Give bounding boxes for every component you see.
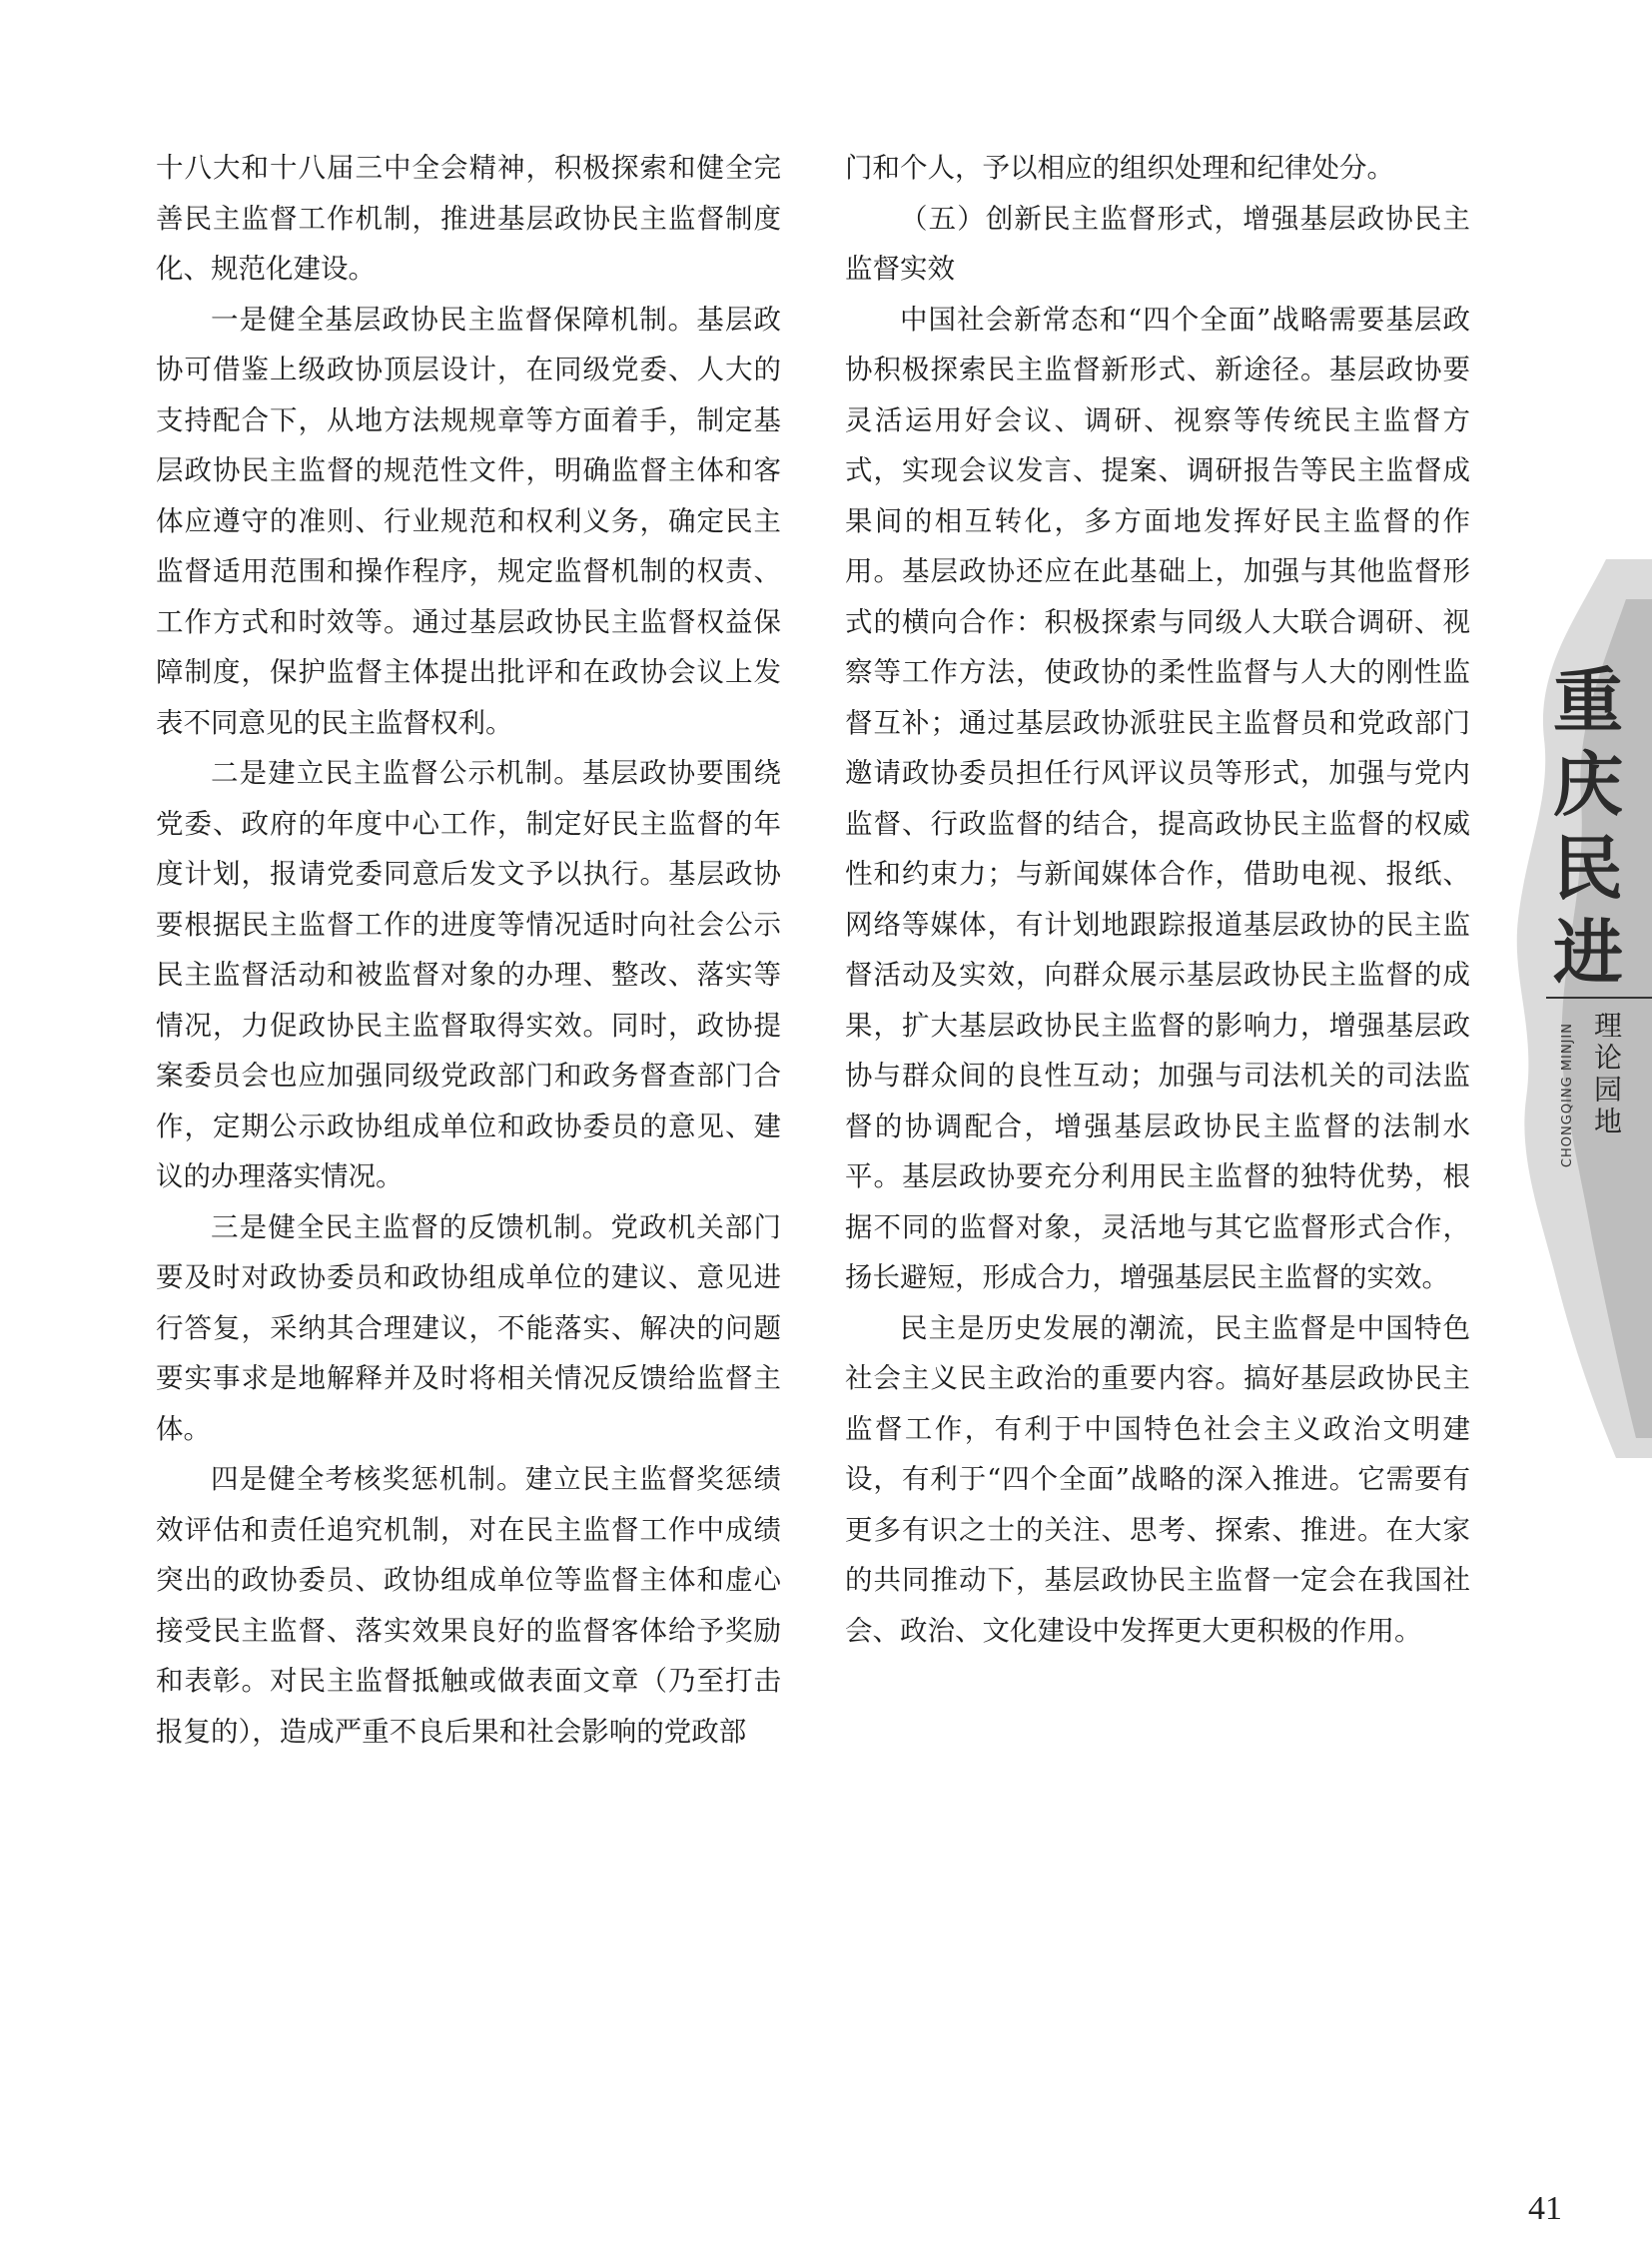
paragraph: 中国社会新常态和“四个全面”战略需要基层政协积极探索民主监督新形式、新途径。基层政协要灵活运用好会议、调研、视察等传统民主监督方式，实现会议发言、提案、调研报告等民主监督成果间的相互转化，多方面地发挥好民主监督的作用。基层政协还应在此基础上，加强与其他监督形式的横向合作：积极探索与同级人大联合调研、视察等工作方法，使政协的柔性监督与人大的刚性监督互补；通过基层政协派驻民主监督员和党政部门邀请政协委员担任行风评议员等形式，加强与党内监督、行政监督的结合，提高政协民主监督的权威性和约束力；与新闻媒体合作，借助电视、报纸、网络等媒体，有计划地跟踪报道基层政协的民主监督活动及实效，向群众展示基层政协民主监督的成果，扩大基层政协民主监督的影响力，增强基层政协与群众间的良性互动；加强与司法机关的司法监督的协调配合，增强基层政协民主监督的法制水平。基层政协要充分利用民主监督的独特优势，根据不同的监督对象，灵活地与其它监督形式合作，扬长避短，形成合力，增强基层民主监督的实效。	[845, 303, 1470, 1293]
left-column	[156, 143, 781, 1757]
right-column	[845, 143, 1470, 1656]
section-label-english: CHONGQING MINJIN	[1560, 1023, 1575, 1168]
section-label: 理论园地	[1590, 1011, 1623, 1138]
paragraph: 十八大和十八届三中全会精神，积极探索和健全完善民主监督工作机制，推进基层政协民主监督制度化、规范化建设。	[156, 152, 781, 285]
page-number: 41	[1528, 2190, 1562, 2227]
paragraph: 二是建立民主监督公示机制。基层政协要围绕党委、政府的年度中心工作，制定好民主监督的年度计划，报请党委同意后发文予以执行。基层政协要根据民主监督工作的进度等情况适时向社会公示民主监督活动和被监督对象的办理、整改、落实等情况，力促政协民主监督取得实效。同时，政协提案委员会也应加强同级党政部门和政务督查部门合作，定期公示政协组成单位和政协委员的意见、建议的办理落实情况。	[156, 757, 781, 1192]
paragraph: 门和个人，予以相应的组织处理和纪律处分。	[845, 152, 1394, 184]
magazine-logo: 重庆民进	[1553, 659, 1623, 994]
paragraph: 三是健全民主监督的反馈机制。党政机关部门要及时对政协委员和政协组成单位的建议、意见进行答复，采纳其合理建议，不能落实、解决的问题要实事求是地解释并及时将相关情况反馈给监督主体。	[156, 1210, 781, 1445]
section-heading: （五）创新民主监督形式，增强基层政协民主监督实效	[845, 202, 1470, 285]
paragraph: 民主是历史发展的潮流，民主监督是中国特色社会主义民主政治的重要内容。搞好基层政协民主监督工作，有利于中国特色社会主义政治文明建设，有利于“四个全面”战略的深入推进。它需要有更多有识之士的关注、思考、探索、推进。在大家的共同推动下，基层政协民主监督一定会在我国社会、政治、文化建设中发挥更大更积极的作用。	[845, 1311, 1470, 1647]
paragraph: 四是健全考核奖惩机制。建立民主监督奖惩绩效评估和责任追究机制，对在民主监督工作中成绩突出的政协委员、政协组成单位等监督主体和虚心接受民主监督、落实效果良好的监督客体给予奖励和表彰。对民主监督抵触或做表面文章（乃至打击报复的），造成严重不良后果和社会影响的党政部	[156, 1463, 781, 1748]
paragraph: 一是健全基层政协民主监督保障机制。基层政协可借鉴上级政协顶层设计，在同级党委、人大的支持配合下，从地方法规规章等方面着手，制定基层政协民主监督的规范性文件，明确监督主体和客体应遵守的准则、行业规范和权利义务，确定民主监督适用范围和操作程序，规定监督机制的权责、工作方式和时效等。通过基层政协民主监督权益保障制度，保护监督主体提出批评和在政协会议上发表不同意见的民主监督权利。	[156, 303, 781, 739]
divider	[1546, 997, 1652, 999]
